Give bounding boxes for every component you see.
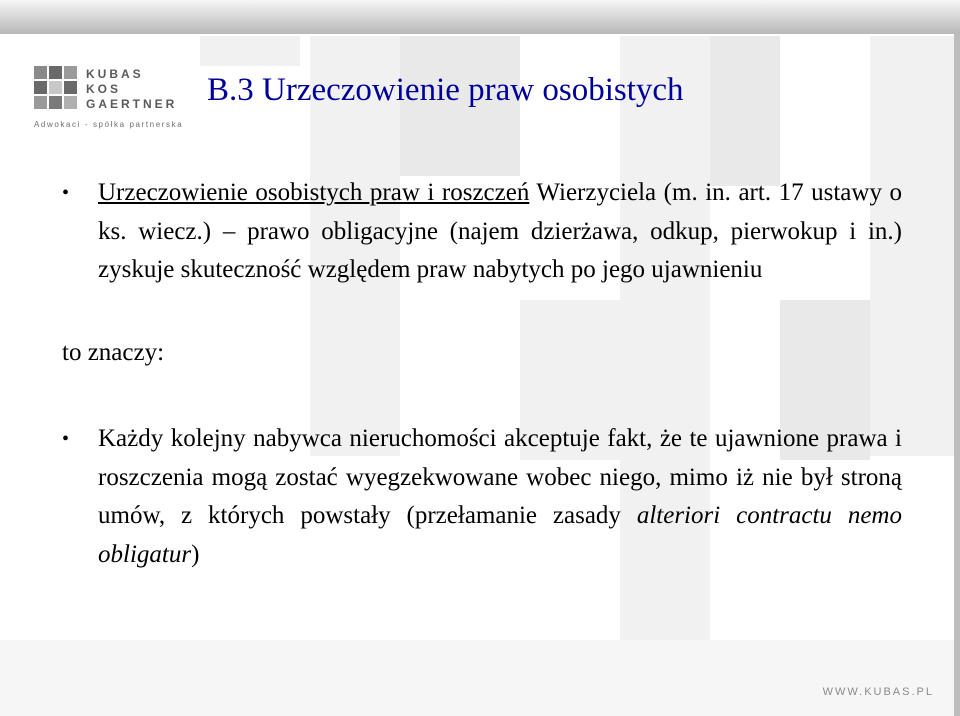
logo-line-2: KOS — [86, 82, 122, 96]
bullet-text — [98, 174, 902, 290]
bullet-end: ) — [191, 540, 200, 568]
latin-maxim: alteriori contractu nemo obligatur — [98, 502, 902, 568]
background-pattern-block — [0, 640, 954, 716]
logo-mark-icon — [34, 66, 78, 110]
footer-website: WWW.KUBAS.PL — [822, 686, 934, 698]
bullet-icon: • — [62, 428, 70, 450]
company-logo — [34, 66, 184, 134]
logo-line-3: GAERTNER — [86, 97, 178, 111]
bullet-icon: • — [62, 182, 70, 204]
background-pattern-block — [710, 36, 780, 186]
bullet-text — [98, 420, 902, 574]
slide-title: B.3 Urzeczowienie praw osobistych — [207, 72, 684, 108]
bullet-item — [62, 174, 902, 290]
logo-line-1: KUBAS — [86, 67, 144, 81]
bullet-body: Każdy kolejny nabywca nieruchomości akceptuje fakt, że te ujawnione prawa i roszczenia mogą zostać wyegzekwowane wobec niego, mimo iż nie był stroną umów, z których powstały (przełamanie zasady — [98, 425, 902, 529]
background-pattern-block — [200, 36, 300, 66]
bullet-body: Wierzyciela (m. in. art. 17 ustawy o ks. wiecz.) – prawo obligacyjne (najem dzierżawa, odkup, pierwokup i in.) zyskuje skuteczność względem praw nabytych po jego ujawnieniu — [98, 179, 902, 283]
logo-wordmark — [86, 67, 177, 112]
connector-text: to znaczy: — [62, 338, 165, 366]
right-decorative-strip — [954, 34, 960, 716]
top-decorative-bar — [0, 0, 960, 34]
bullet-item — [62, 420, 902, 574]
logo-tagline: Adwokaci - spółka partnerska — [34, 120, 184, 129]
underlined-phrase: Urzeczowienie osobistych praw i roszczeń — [98, 179, 530, 206]
slide-content — [62, 174, 902, 574]
